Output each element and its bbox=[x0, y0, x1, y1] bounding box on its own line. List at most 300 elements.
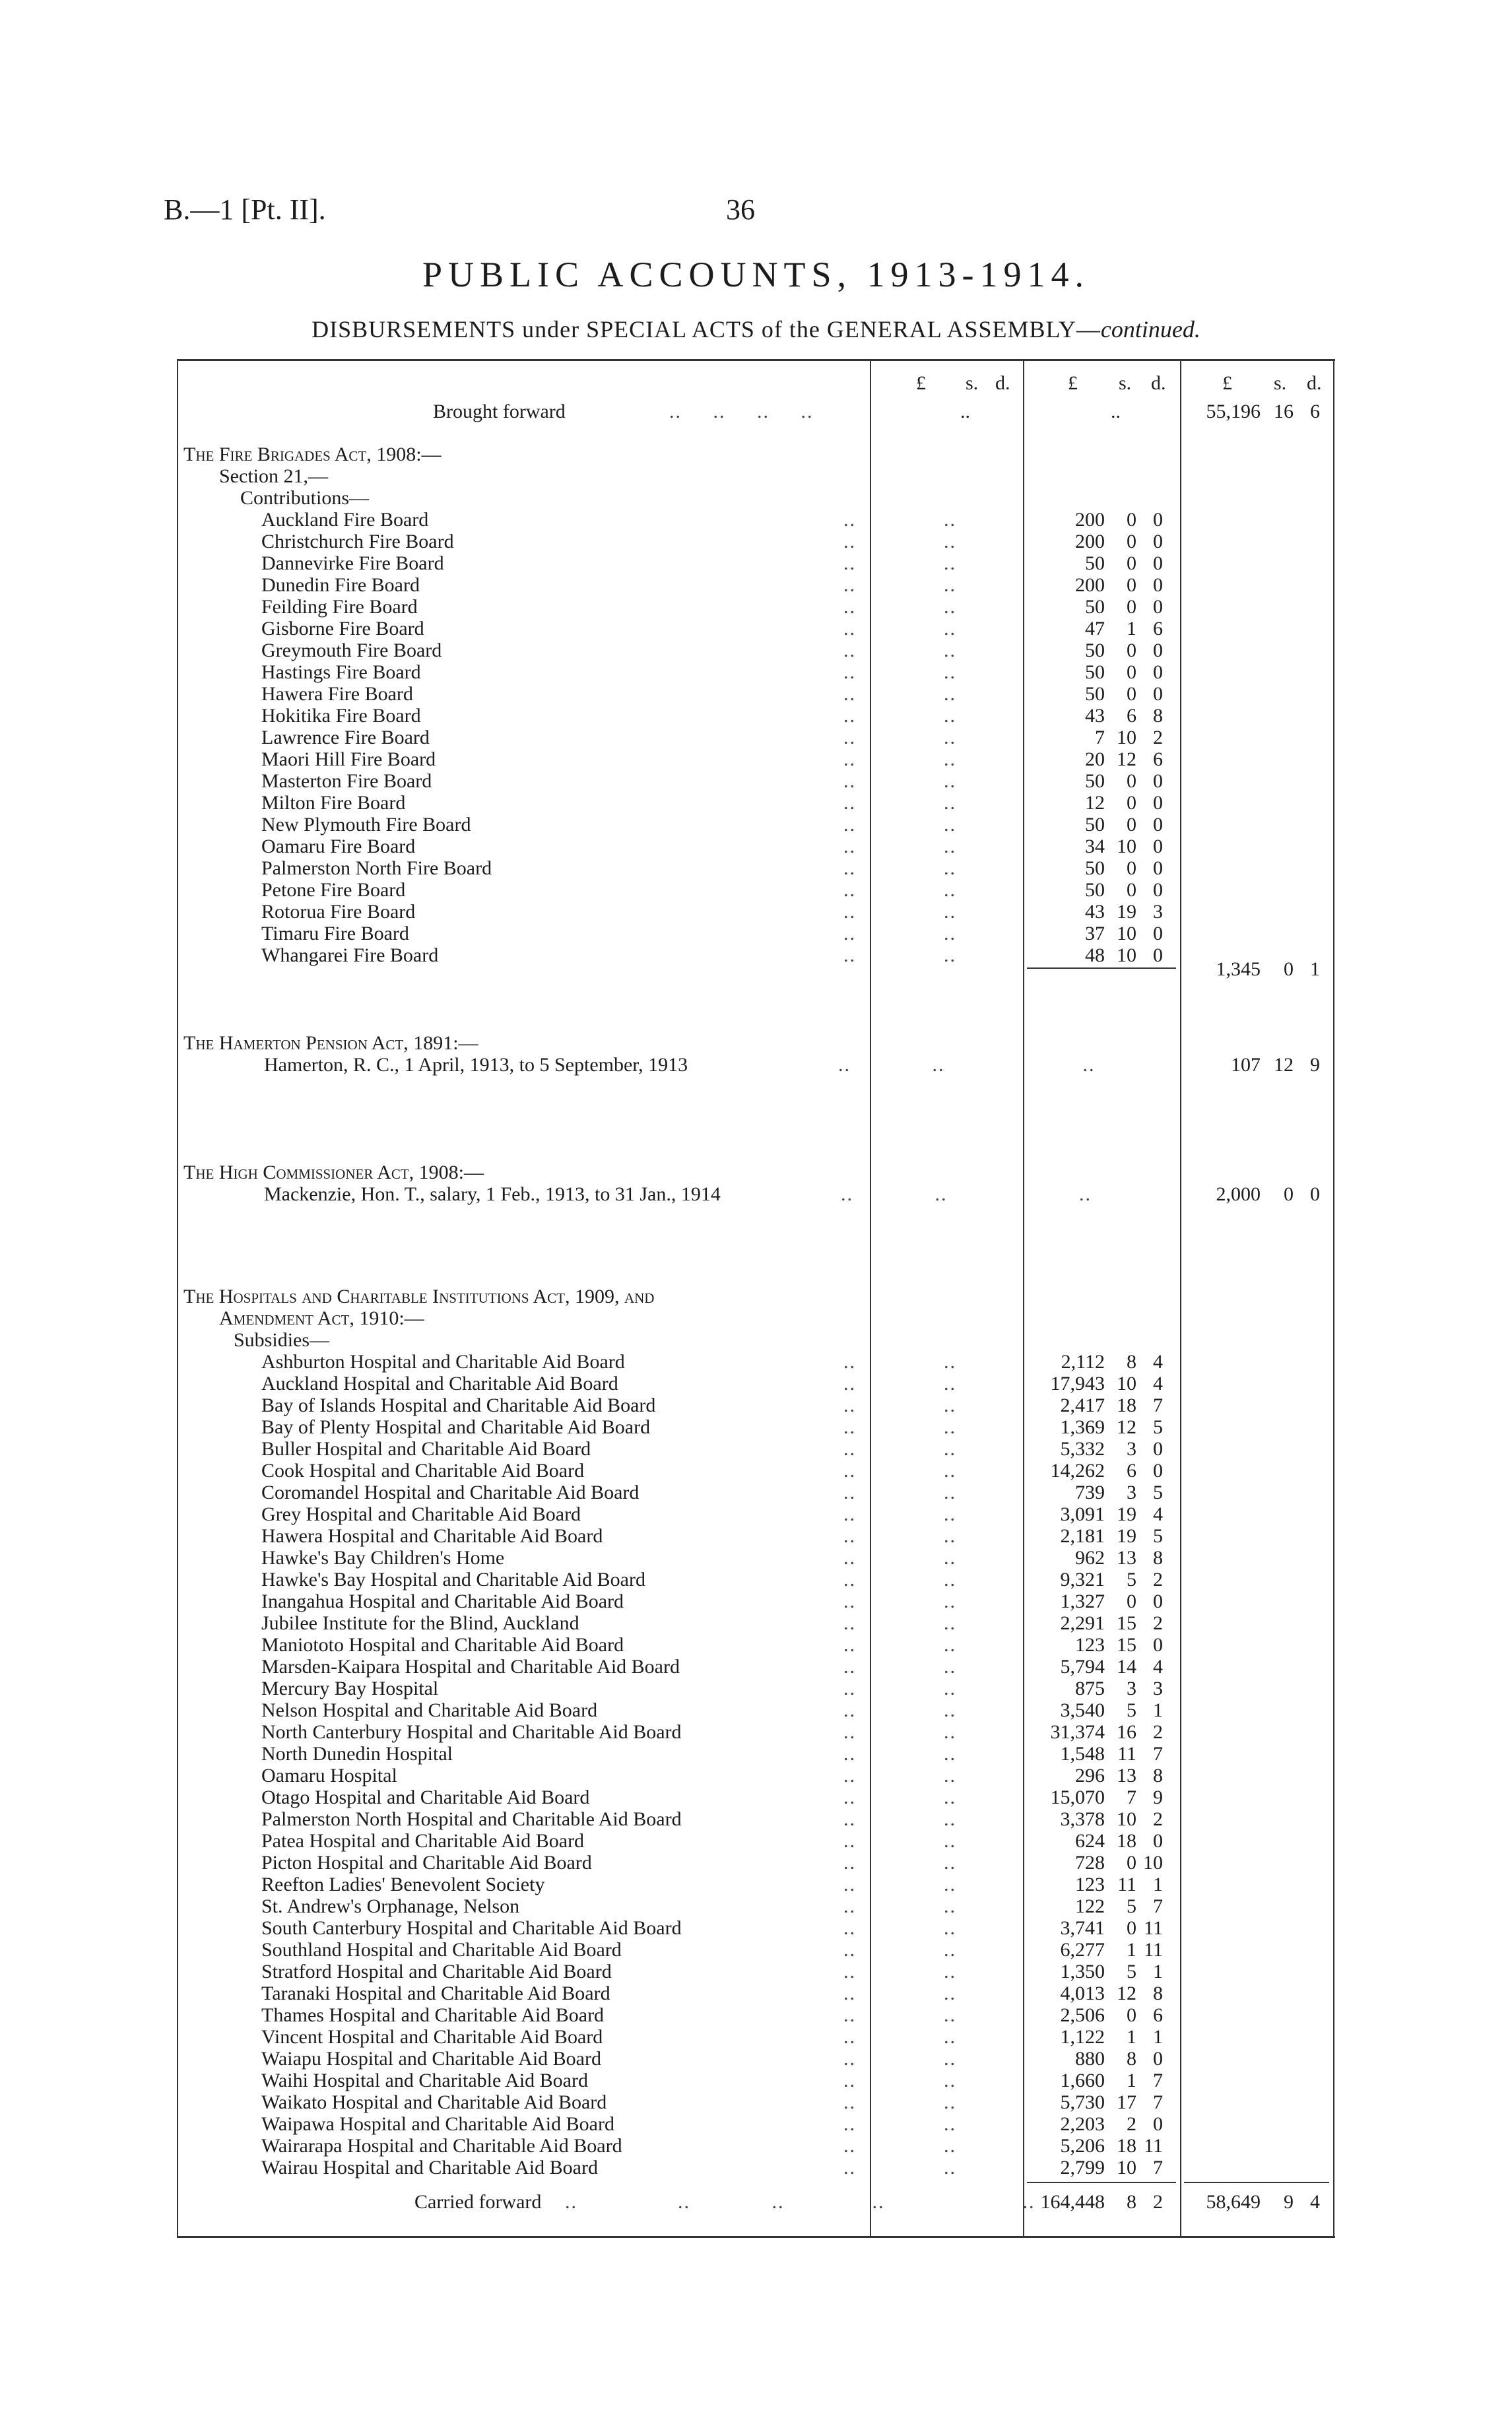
hospitals-amount-shillings: 12 bbox=[1117, 1416, 1136, 1438]
col1-pence-header: d. bbox=[995, 372, 1010, 394]
hospitals-amount-pence: 5 bbox=[1153, 1525, 1163, 1547]
leader-dots: .. bbox=[843, 1765, 856, 1786]
hospitals-amount-shillings: 10 bbox=[1117, 1373, 1136, 1394]
fire-amount-pence: 2 bbox=[1153, 727, 1163, 748]
leader-dots: .. bbox=[944, 2157, 956, 2178]
hospitals-amount-pence: 8 bbox=[1153, 1982, 1163, 2004]
hospitals-row bbox=[183, 1917, 1332, 1939]
hospitals-amount-pence: 7 bbox=[1153, 2070, 1163, 2091]
leader-dots: .. bbox=[843, 705, 856, 727]
fire-row bbox=[183, 683, 1332, 705]
hospitals-amount-pounds: 1,548 bbox=[1060, 1743, 1105, 1765]
fire-total-pounds: 1,345 bbox=[1216, 958, 1261, 980]
fire-name: Hastings Fire Board bbox=[261, 661, 421, 683]
leader-dots: .. bbox=[843, 748, 856, 770]
hospitals-row bbox=[183, 1569, 1332, 1590]
hospitals-row bbox=[183, 1590, 1332, 1612]
hospitals-name: Vincent Hospital and Charitable Aid Board bbox=[261, 2026, 603, 2048]
leader-dots: .. bbox=[843, 1590, 856, 1612]
brought-forward-shillings: 16 bbox=[1274, 401, 1294, 422]
fire-amount-pence: 0 bbox=[1153, 792, 1163, 814]
col2-pence-header: d. bbox=[1151, 372, 1166, 394]
hospitals-row bbox=[183, 1961, 1332, 1982]
leader-dots: .. bbox=[944, 1699, 956, 1721]
hospitals-amount-pence: 0 bbox=[1153, 1634, 1163, 1656]
fire-amount-pence: 0 bbox=[1153, 552, 1163, 574]
leader-dots: .. bbox=[944, 509, 956, 531]
hospitals-row bbox=[183, 1416, 1332, 1438]
fire-amount-pence: 0 bbox=[1153, 923, 1163, 944]
leader-dots: .. bbox=[843, 1351, 856, 1373]
fire-amount-pounds: 50 bbox=[1085, 814, 1105, 835]
hospitals-amount-pence: 7 bbox=[1153, 2091, 1163, 2113]
hospitals-amount-shillings: 14 bbox=[1117, 1656, 1136, 1678]
leader-dots: .. bbox=[944, 1351, 956, 1373]
leader-dots: .. bbox=[843, 1525, 856, 1547]
hospitals-row bbox=[183, 1721, 1332, 1743]
hospitals-name: Inangahua Hospital and Charitable Aid Board bbox=[261, 1590, 624, 1612]
hospitals-amount-pounds: 4,013 bbox=[1060, 1982, 1105, 2004]
hospitals-amount-shillings: 18 bbox=[1117, 1830, 1136, 1852]
fire-amount-shillings: 12 bbox=[1117, 748, 1136, 770]
hospitals-amount-pence: 1 bbox=[1153, 1699, 1163, 1721]
commissioner-total-pence: 0 bbox=[1310, 1183, 1320, 1205]
brought-forward-col2: .. bbox=[1111, 401, 1121, 422]
leader-dots: .. bbox=[843, 1808, 856, 1830]
leader-dots: .. bbox=[843, 814, 856, 835]
fire-act-heading: The Fire Brigades Act, 1908:— bbox=[183, 443, 442, 465]
leader-dots: .. bbox=[843, 1416, 856, 1438]
fire-amount-pounds: 50 bbox=[1085, 661, 1105, 683]
fire-amount-shillings: 0 bbox=[1127, 683, 1136, 705]
leader-dots: .. bbox=[944, 770, 956, 792]
hospitals-row bbox=[183, 1503, 1332, 1525]
commissioner-act-heading: The High Commissioner Act, 1908:— bbox=[183, 1162, 484, 1183]
hospitals-row bbox=[183, 2157, 1332, 2178]
hospitals-row bbox=[183, 2113, 1332, 2135]
fire-name: Auckland Fire Board bbox=[261, 509, 429, 531]
leader-dots: .. bbox=[944, 1482, 956, 1503]
leader-dots: .. bbox=[944, 1743, 956, 1765]
fire-name: Timaru Fire Board bbox=[261, 923, 409, 944]
fire-name: Hawera Fire Board bbox=[261, 683, 413, 705]
fire-amount-pounds: 50 bbox=[1085, 879, 1105, 901]
fire-name: Whangarei Fire Board bbox=[261, 944, 439, 966]
leader-dots: .. bbox=[843, 2048, 856, 2070]
subtitle-continued: continued. bbox=[1100, 316, 1200, 343]
fire-amount-pounds: 50 bbox=[1085, 596, 1105, 618]
hospitals-amount-pence: 4 bbox=[1153, 1351, 1163, 1373]
hospitals-name: Reefton Ladies' Benevolent Society bbox=[261, 1874, 545, 1895]
fire-section-heading: Section 21,— bbox=[219, 465, 328, 487]
hospitals-amount-pounds: 1,350 bbox=[1060, 1961, 1105, 1982]
leader-dots: .. bbox=[944, 727, 956, 748]
hospitals-amount-shillings: 2 bbox=[1127, 2113, 1136, 2135]
carried-forward-shillings: 9 bbox=[1284, 2191, 1294, 2213]
hospitals-amount-shillings: 7 bbox=[1127, 1786, 1136, 1808]
hospitals-name: Hawera Hospital and Charitable Aid Board bbox=[261, 1525, 603, 1547]
hospitals-amount-pence: 2 bbox=[1153, 1569, 1163, 1590]
leader-dots: .. bbox=[843, 1699, 856, 1721]
fire-row bbox=[183, 705, 1332, 727]
leader-dots: .. bbox=[843, 857, 856, 879]
leader-dots: .. bbox=[944, 1874, 956, 1895]
hospitals-amount-shillings: 0 bbox=[1127, 1917, 1136, 1939]
fire-amount-pounds: 50 bbox=[1085, 683, 1105, 705]
hospitals-amount-pounds: 6,277 bbox=[1060, 1939, 1105, 1961]
hospitals-row bbox=[183, 1743, 1332, 1765]
fire-amount-pence: 0 bbox=[1153, 574, 1163, 596]
hospitals-amount-shillings: 3 bbox=[1127, 1678, 1136, 1699]
brought-forward-label: Brought forward bbox=[433, 401, 566, 422]
fire-amount-pounds: 12 bbox=[1085, 792, 1105, 814]
hospitals-subsidies-heading: Subsidies— bbox=[234, 1329, 330, 1351]
fire-amount-pence: 0 bbox=[1153, 770, 1163, 792]
hospitals-row bbox=[183, 1373, 1332, 1394]
col1-shilling-header: s. bbox=[966, 372, 979, 394]
hospitals-amount-shillings: 5 bbox=[1127, 1961, 1136, 1982]
hospitals-name: Waipawa Hospital and Charitable Aid Board bbox=[261, 2113, 614, 2135]
hospitals-amount-shillings: 6 bbox=[1127, 1460, 1136, 1482]
leader-dots: .. bbox=[944, 661, 956, 683]
carried-forward-row bbox=[183, 2191, 1332, 2213]
fire-amount-shillings: 0 bbox=[1127, 509, 1136, 531]
carried-forward-pounds: 58,649 bbox=[1206, 2191, 1261, 2213]
hospitals-row bbox=[183, 1874, 1332, 1895]
leader-dots: .. bbox=[843, 923, 856, 944]
table-top-rule bbox=[177, 359, 1335, 361]
leader-dots: .. bbox=[843, 2135, 856, 2157]
fire-amount-pounds: 43 bbox=[1085, 901, 1105, 923]
fire-amount-pounds: 200 bbox=[1075, 531, 1105, 552]
hospitals-amount-pence: 4 bbox=[1153, 1656, 1163, 1678]
leader-dots: .. bbox=[944, 792, 956, 814]
hospitals-name: Nelson Hospital and Charitable Aid Board bbox=[261, 1699, 598, 1721]
hospitals-row bbox=[183, 1939, 1332, 1961]
leader-dots: .. bbox=[843, 2026, 856, 2048]
hospitals-amount-shillings: 0 bbox=[1127, 2004, 1136, 2026]
leader-dots: .. bbox=[944, 574, 956, 596]
hospitals-amount-pounds: 2,799 bbox=[1060, 2157, 1105, 2178]
hospitals-row bbox=[183, 1895, 1332, 1917]
leader-dots: .. bbox=[843, 574, 856, 596]
leader-dots: .. bbox=[944, 552, 956, 574]
document-reference: B.—1 [Pt. II]. bbox=[164, 193, 326, 226]
hospitals-amount-shillings: 0 bbox=[1127, 1852, 1136, 1874]
hospitals-amount-pounds: 728 bbox=[1075, 1852, 1105, 1874]
fire-amount-shillings: 0 bbox=[1127, 879, 1136, 901]
leader-dots: .. bbox=[944, 618, 956, 639]
hospitals-amount-pounds: 5,332 bbox=[1060, 1438, 1105, 1460]
hospitals-amount-shillings: 15 bbox=[1117, 1612, 1136, 1634]
hospitals-amount-pence: 7 bbox=[1153, 1394, 1163, 1416]
leader-dots: .. bbox=[843, 944, 856, 966]
leader-dots: .. bbox=[843, 661, 856, 683]
fire-amount-shillings: 0 bbox=[1127, 639, 1136, 661]
fire-amount-shillings: 0 bbox=[1127, 596, 1136, 618]
subtitle-main: DISBURSEMENTS under SPECIAL ACTS of the GENERAL ASSEMBLY— bbox=[312, 316, 1101, 343]
fire-amount-shillings: 1 bbox=[1127, 618, 1136, 639]
fire-amount-pence: 3 bbox=[1153, 901, 1163, 923]
leader-dots: .. bbox=[944, 1961, 956, 1982]
page-title: PUBLIC ACCOUNTS, 1913-1914. bbox=[422, 255, 1090, 294]
fire-row bbox=[183, 857, 1332, 879]
hospitals-amount-shillings: 8 bbox=[1127, 2048, 1136, 2070]
leader-dots: .. bbox=[843, 1373, 856, 1394]
leader-dots: .. bbox=[843, 1939, 856, 1961]
hospitals-row bbox=[183, 1656, 1332, 1678]
hospitals-name: North Canterbury Hospital and Charitable Aid Board bbox=[261, 1721, 682, 1743]
fire-name: Feilding Fire Board bbox=[261, 596, 418, 618]
leader-dots: .. bbox=[944, 2135, 956, 2157]
leader-dots: .. bbox=[843, 1678, 856, 1699]
hospitals-amount-pence: 1 bbox=[1153, 1961, 1163, 1982]
leader-dots: .. bbox=[843, 1547, 856, 1569]
fire-amount-pence: 0 bbox=[1153, 944, 1163, 966]
leader-dots: .. bbox=[944, 901, 956, 923]
hospitals-row bbox=[183, 2004, 1332, 2026]
fire-row bbox=[183, 748, 1332, 770]
fire-name: Lawrence Fire Board bbox=[261, 727, 430, 748]
col3-shilling-header: s. bbox=[1274, 372, 1287, 394]
fire-row bbox=[183, 509, 1332, 531]
hospitals-amount-pounds: 123 bbox=[1075, 1634, 1105, 1656]
leader-dots: .. bbox=[944, 1678, 956, 1699]
hospitals-amount-pence: 5 bbox=[1153, 1482, 1163, 1503]
leader-dots: .. bbox=[944, 683, 956, 705]
fire-row bbox=[183, 792, 1332, 814]
hospitals-amount-pence: 0 bbox=[1153, 1590, 1163, 1612]
fire-name: Milton Fire Board bbox=[261, 792, 406, 814]
leader-dots: .. bbox=[843, 683, 856, 705]
fire-amount-pounds: 47 bbox=[1085, 618, 1105, 639]
fire-amount-shillings: 0 bbox=[1127, 770, 1136, 792]
leader-dots: .. bbox=[944, 1656, 956, 1678]
commissioner-item-label: Mackenzie, Hon. T., salary, 1 Feb., 1913, to 31 Jan., 1914 bbox=[264, 1183, 721, 1205]
hospitals-amount-shillings: 16 bbox=[1117, 1721, 1136, 1743]
leader-dots: .. bbox=[843, 1874, 856, 1895]
hospitals-name: Wairarapa Hospital and Charitable Aid Board bbox=[261, 2135, 622, 2157]
hospitals-name: Bay of Islands Hospital and Charitable Aid Board bbox=[261, 1394, 656, 1416]
leader-dots: .. bbox=[843, 1460, 856, 1482]
leader-dots: .. bbox=[944, 1569, 956, 1590]
fire-row bbox=[183, 901, 1332, 923]
hospitals-amount-shillings: 17 bbox=[1117, 2091, 1136, 2113]
hospitals-row bbox=[183, 1634, 1332, 1656]
fire-amount-shillings: 10 bbox=[1117, 727, 1136, 748]
commissioner-total-shillings: 0 bbox=[1284, 1183, 1294, 1205]
hospitals-name: South Canterbury Hospital and Charitable Aid Board bbox=[261, 1917, 682, 1939]
hospitals-amount-pounds: 1,122 bbox=[1060, 2026, 1105, 2048]
fire-row bbox=[183, 923, 1332, 944]
hospitals-amount-shillings: 1 bbox=[1127, 1939, 1136, 1961]
fire-amount-pence: 0 bbox=[1153, 639, 1163, 661]
hospitals-amount-pounds: 5,794 bbox=[1060, 1656, 1105, 1678]
hamerton-total-pounds: 107 bbox=[1231, 1054, 1261, 1076]
hospitals-amount-pence: 8 bbox=[1153, 1547, 1163, 1569]
hospitals-amount-pounds: 17,943 bbox=[1050, 1373, 1105, 1394]
carried-forward-col1-shillings: 8 bbox=[1127, 2191, 1136, 2213]
hospitals-row bbox=[183, 2070, 1332, 2091]
hospitals-row bbox=[183, 1612, 1332, 1634]
fire-row bbox=[183, 661, 1332, 683]
hospitals-amount-pounds: 2,291 bbox=[1060, 1612, 1105, 1634]
leader-dots: .. bbox=[843, 1917, 856, 1939]
carried-forward-col1-pence: 2 bbox=[1153, 2191, 1163, 2213]
leader-dots: .. bbox=[944, 835, 956, 857]
leader-dots: .. bbox=[944, 814, 956, 835]
hospitals-amount-pence: 7 bbox=[1153, 1743, 1163, 1765]
hospitals-amount-pounds: 2,417 bbox=[1060, 1394, 1105, 1416]
brought-forward-col1: .. bbox=[960, 401, 970, 422]
hospitals-name: Coromandel Hospital and Charitable Aid Board bbox=[261, 1482, 640, 1503]
fire-row bbox=[183, 814, 1332, 835]
fire-amount-shillings: 10 bbox=[1117, 923, 1136, 944]
commissioner-item-row bbox=[183, 1183, 1332, 1205]
fire-total-pence: 1 bbox=[1310, 958, 1320, 980]
fire-row bbox=[183, 531, 1332, 552]
leader-dots: .. bbox=[843, 901, 856, 923]
hospitals-name: Stratford Hospital and Charitable Aid Board bbox=[261, 1961, 612, 1982]
hospitals-amount-shillings: 3 bbox=[1127, 1438, 1136, 1460]
hospitals-name: Picton Hospital and Charitable Aid Board bbox=[261, 1852, 592, 1874]
fire-amount-pounds: 43 bbox=[1085, 705, 1105, 727]
hospitals-amount-pence: 11 bbox=[1144, 1939, 1163, 1961]
hospitals-amount-shillings: 13 bbox=[1117, 1547, 1136, 1569]
fire-name: Palmerston North Fire Board bbox=[261, 857, 492, 879]
hospitals-amount-pence: 2 bbox=[1153, 1721, 1163, 1743]
hospitals-amount-pence: 0 bbox=[1153, 1460, 1163, 1482]
hamerton-item-label: Hamerton, R. C., 1 April, 1913, to 5 September, 1913 bbox=[264, 1054, 688, 1076]
hospitals-amount-pounds: 1,327 bbox=[1060, 1590, 1105, 1612]
leader-dots: .. bbox=[944, 1917, 956, 1939]
leader-dots: .. bbox=[944, 596, 956, 618]
page-subtitle bbox=[0, 315, 1512, 343]
hospitals-row bbox=[183, 2026, 1332, 2048]
fire-name: Oamaru Fire Board bbox=[261, 835, 416, 857]
fire-row bbox=[183, 596, 1332, 618]
leader-dots: .. bbox=[843, 596, 856, 618]
table-left-rule bbox=[177, 359, 178, 2237]
hospitals-amount-shillings: 18 bbox=[1117, 2135, 1136, 2157]
leader-dots: .. bbox=[944, 944, 956, 966]
hospitals-name: Wairau Hospital and Charitable Aid Board bbox=[261, 2157, 598, 2178]
fire-name: Gisborne Fire Board bbox=[261, 618, 424, 639]
leader-dots: .. bbox=[944, 1808, 956, 1830]
fire-name: Hokitika Fire Board bbox=[261, 705, 421, 727]
leader-dots: .. bbox=[944, 1982, 956, 2004]
leader-dots: .. bbox=[843, 835, 856, 857]
leader-dots: .. bbox=[944, 2091, 956, 2113]
fire-total-row bbox=[183, 958, 1332, 980]
hospitals-amount-pounds: 5,206 bbox=[1060, 2135, 1105, 2157]
hospitals-name: Taranaki Hospital and Charitable Aid Board bbox=[261, 1982, 610, 2004]
fire-amount-shillings: 10 bbox=[1117, 835, 1136, 857]
hospitals-amount-shillings: 11 bbox=[1117, 1743, 1136, 1765]
hospitals-row bbox=[183, 1525, 1332, 1547]
hospitals-amount-shillings: 18 bbox=[1117, 1394, 1136, 1416]
col2-pound-header: £ bbox=[1068, 372, 1078, 394]
leader-dots: .. bbox=[944, 2070, 956, 2091]
leader-dots: .. bbox=[944, 1373, 956, 1394]
hospitals-name: Patea Hospital and Charitable Aid Board bbox=[261, 1830, 585, 1852]
hospitals-act-heading: The Hospitals and Charitable Institutions Act, 1909, and bbox=[183, 1286, 655, 1307]
leader-dots: .. bbox=[843, 879, 856, 901]
fire-amount-pence: 6 bbox=[1153, 748, 1163, 770]
leader-dots: .. bbox=[843, 531, 856, 552]
hospitals-amount-pence: 7 bbox=[1153, 1895, 1163, 1917]
hospitals-row bbox=[183, 2048, 1332, 2070]
hospitals-name: Thames Hospital and Charitable Aid Board bbox=[261, 2004, 605, 2026]
hospitals-amount-pence: 0 bbox=[1153, 2048, 1163, 2070]
leader-dots: .. bbox=[843, 727, 856, 748]
hospitals-row bbox=[183, 1351, 1332, 1373]
hospitals-amount-pence: 11 bbox=[1144, 1917, 1163, 1939]
hamerton-total-pence: 9 bbox=[1310, 1054, 1320, 1076]
leader-dots: .. .. .. bbox=[838, 1054, 1096, 1076]
leader-dots: .. bbox=[843, 1743, 856, 1765]
leader-dots: .. bbox=[843, 1656, 856, 1678]
hospitals-name: Oamaru Hospital bbox=[261, 1765, 397, 1786]
hospitals-row bbox=[183, 1852, 1332, 1874]
hospitals-amount-pounds: 1,369 bbox=[1060, 1416, 1105, 1438]
hospitals-amount-shillings: 8 bbox=[1127, 1351, 1136, 1373]
hospitals-amount-pence: 2 bbox=[1153, 1612, 1163, 1634]
hospitals-amount-pence: 4 bbox=[1153, 1373, 1163, 1394]
leader-dots: .. bbox=[944, 923, 956, 944]
leader-dots: .. bbox=[944, 1612, 956, 1634]
fire-amount-pounds: 48 bbox=[1085, 944, 1105, 966]
leader-dots: .. bbox=[944, 1939, 956, 1961]
fire-amount-shillings: 19 bbox=[1117, 901, 1136, 923]
hospitals-amount-shillings: 3 bbox=[1127, 1482, 1136, 1503]
hospitals-amount-pounds: 15,070 bbox=[1050, 1786, 1105, 1808]
leader-dots: .. bbox=[944, 2113, 956, 2135]
hospitals-name: North Dunedin Hospital bbox=[261, 1743, 453, 1765]
fire-name: Petone Fire Board bbox=[261, 879, 406, 901]
fire-amount-pence: 0 bbox=[1153, 596, 1163, 618]
hospitals-row bbox=[183, 1808, 1332, 1830]
hospitals-amount-shillings: 12 bbox=[1117, 1982, 1136, 2004]
leader-dots: .. bbox=[944, 1525, 956, 1547]
leader-dots: .. bbox=[944, 1721, 956, 1743]
hospitals-amount-shillings: 10 bbox=[1117, 2157, 1136, 2178]
hospitals-amount-shillings: 10 bbox=[1117, 1808, 1136, 1830]
fire-row bbox=[183, 879, 1332, 901]
leader-dots: .. bbox=[944, 1503, 956, 1525]
hospitals-row bbox=[183, 1699, 1332, 1721]
hospitals-name: Ashburton Hospital and Charitable Aid Board bbox=[261, 1351, 625, 1373]
leader-dots: .. bbox=[843, 1786, 856, 1808]
hospitals-amount-pounds: 739 bbox=[1075, 1482, 1105, 1503]
leader-dots: .. bbox=[944, 2026, 956, 2048]
leader-dots: .. bbox=[843, 792, 856, 814]
carried-forward-pence: 4 bbox=[1310, 2191, 1320, 2213]
hospitals-row bbox=[183, 1438, 1332, 1460]
fire-amount-pence: 0 bbox=[1153, 857, 1163, 879]
fire-name: Greymouth Fire Board bbox=[261, 639, 442, 661]
leader-dots: .. bbox=[843, 770, 856, 792]
leader-dots: .. bbox=[944, 531, 956, 552]
hospitals-name: Waikato Hospital and Charitable Aid Board bbox=[261, 2091, 607, 2113]
leader-dots: .. .. .. .. .. bbox=[565, 2191, 1035, 2213]
hospitals-row bbox=[183, 1982, 1332, 2004]
hospitals-name: Hawke's Bay Children's Home bbox=[261, 1547, 505, 1569]
hospitals-amount-pence: 6 bbox=[1153, 2004, 1163, 2026]
leader-dots: .. bbox=[944, 1830, 956, 1852]
total-subtotal-rule bbox=[1184, 2182, 1329, 2183]
leader-dots: .. bbox=[843, 552, 856, 574]
